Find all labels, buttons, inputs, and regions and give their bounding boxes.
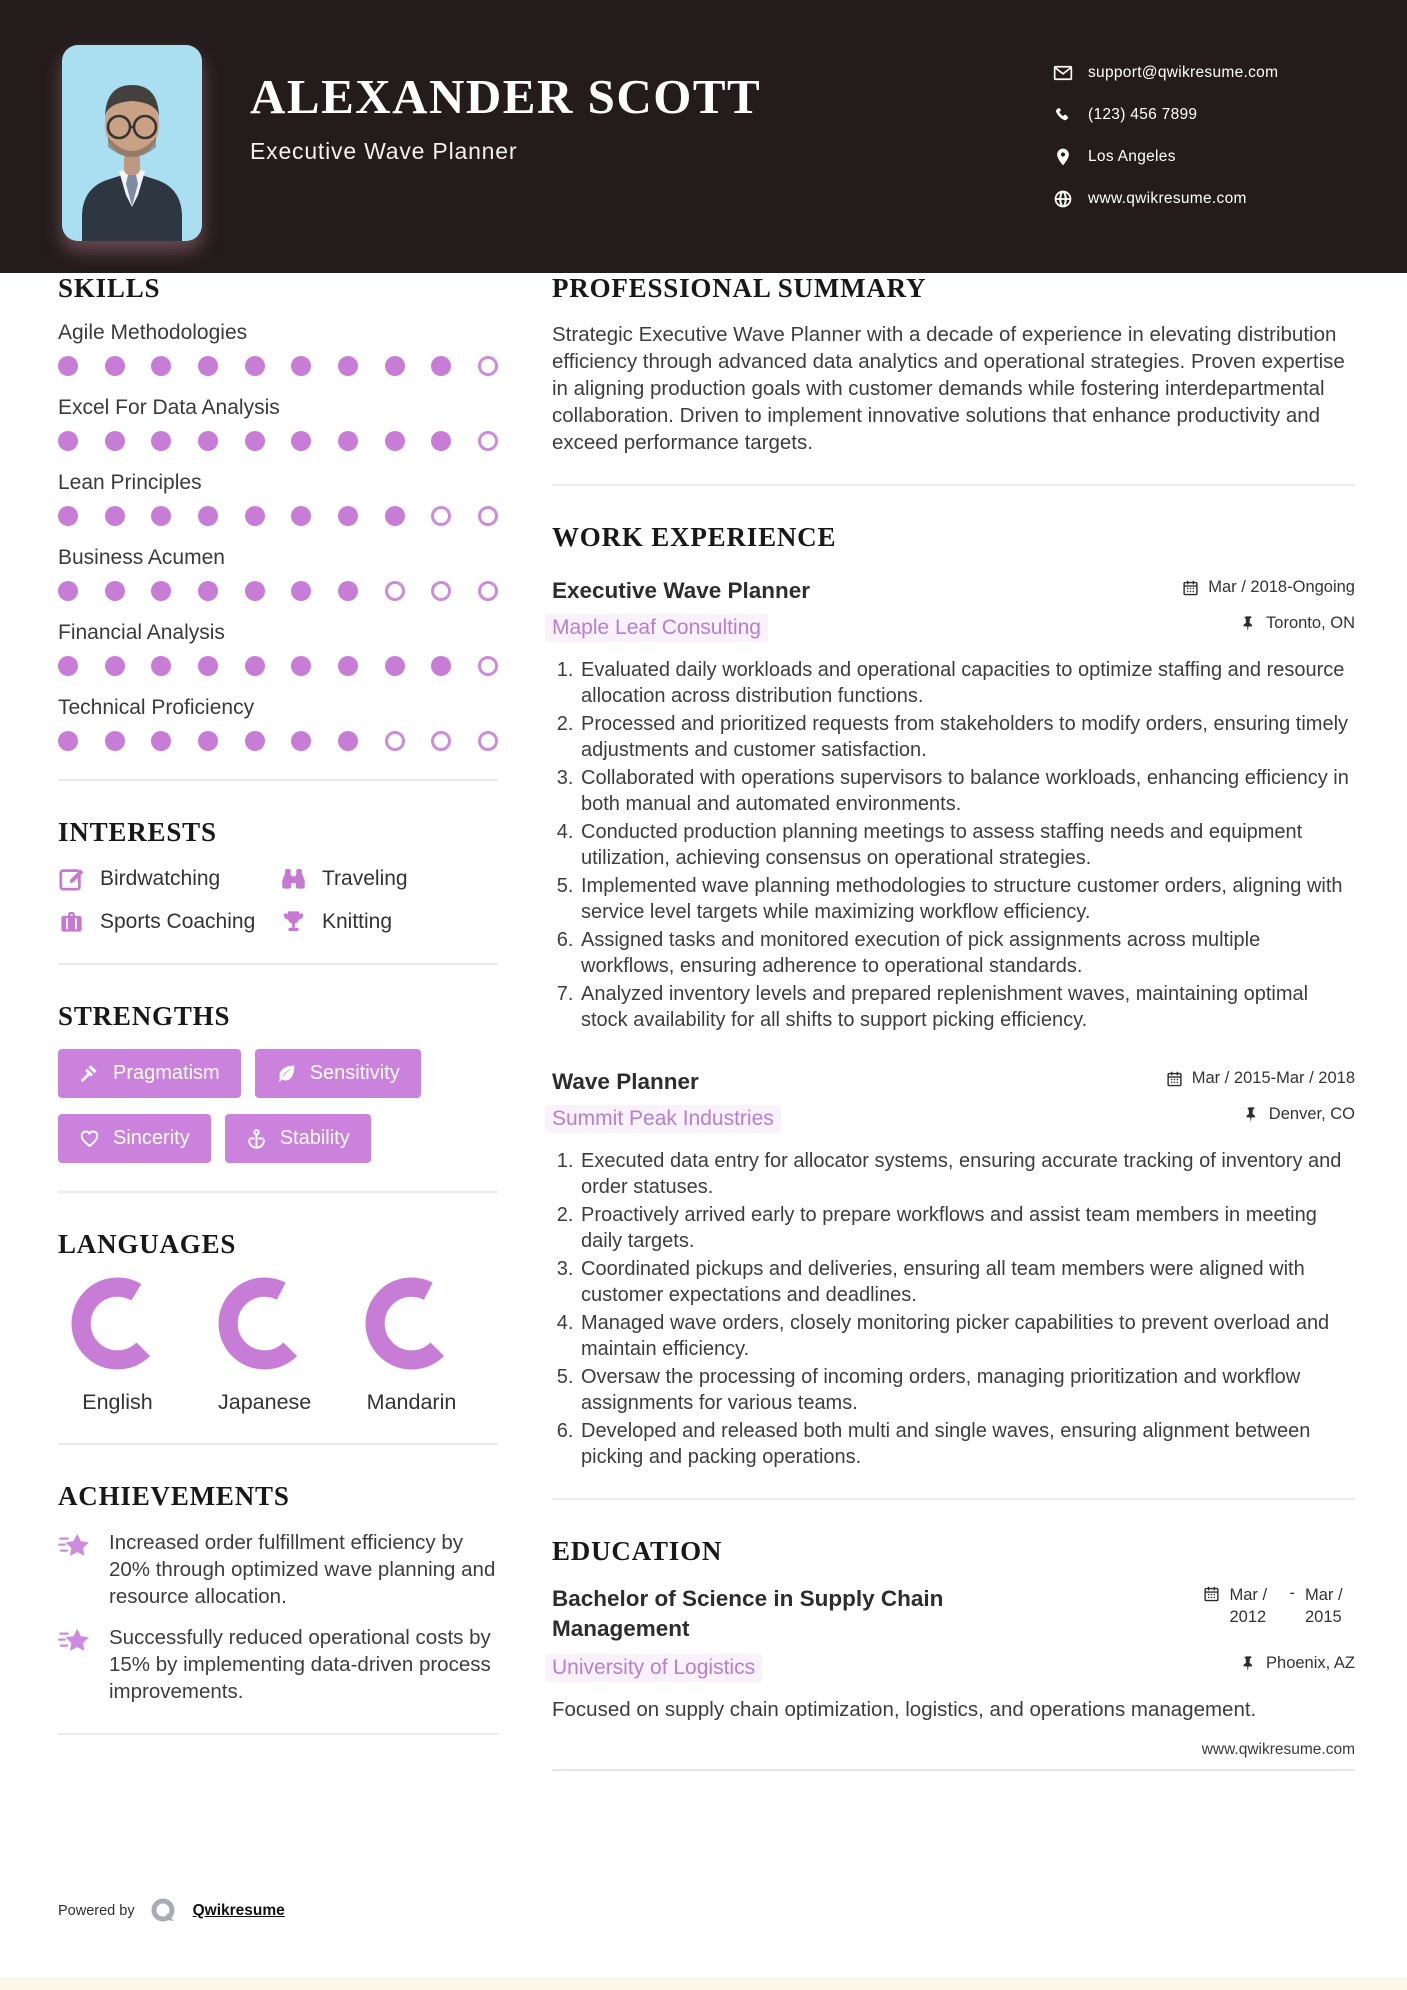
education-description: Focused on supply chain optimization, logistics, and operations management. bbox=[552, 1698, 1257, 1721]
skill-dot-empty bbox=[478, 506, 498, 526]
person-title: Executive Wave Planner bbox=[250, 138, 518, 164]
experience-heading: WORK EXPERIENCE bbox=[552, 522, 837, 552]
skill-rating bbox=[58, 431, 498, 451]
strength-pill bbox=[58, 1049, 241, 1098]
skill-dot-filled bbox=[338, 431, 358, 451]
contact-email-text: support@qwikresume.com bbox=[1088, 64, 1279, 81]
skill-dot-filled bbox=[58, 581, 78, 601]
skill-dot-empty bbox=[478, 356, 498, 376]
skills-heading: SKILLS bbox=[58, 273, 161, 303]
education-date-from: Mar / 2012 bbox=[1229, 1586, 1268, 1627]
skill-dot-filled bbox=[198, 581, 218, 601]
phone-icon bbox=[1053, 105, 1073, 125]
job-location bbox=[1243, 1105, 1355, 1124]
education-date bbox=[1203, 1584, 1356, 1629]
contact-location-text: Los Angeles bbox=[1088, 148, 1176, 165]
skill-dot-filled bbox=[151, 431, 171, 451]
skill-dot-filled bbox=[338, 506, 358, 526]
skill-rating bbox=[58, 731, 498, 751]
job-bullet: 2. Processed and prioritized requests from stakeholders to modify orders, ensuring timely adjustments and customer satisfaction. bbox=[579, 712, 1355, 763]
shooting-star-icon bbox=[58, 1624, 94, 1660]
skill-dot-filled bbox=[151, 581, 171, 601]
skill-dot-filled bbox=[151, 356, 171, 376]
section-divider bbox=[58, 779, 498, 781]
website-note: www.qwikresume.com bbox=[1201, 1741, 1355, 1758]
header bbox=[0, 0, 1407, 273]
skill-name: Technical Proficiency bbox=[58, 696, 255, 719]
skill-dot-filled bbox=[58, 506, 78, 526]
skill-item bbox=[58, 621, 498, 676]
skill-dot-filled bbox=[385, 506, 405, 526]
skill-dot-filled bbox=[245, 356, 265, 376]
interest-label: Birdwatching bbox=[100, 866, 221, 890]
job-title-row bbox=[552, 578, 1355, 604]
achievement-text: Successfully reduced operational costs by 15% by implementing data-driven process improvements. bbox=[109, 1626, 491, 1703]
skill-dot-filled bbox=[105, 431, 125, 451]
skill-dot-filled bbox=[151, 506, 171, 526]
languages-list bbox=[58, 1277, 498, 1415]
strength-pill bbox=[255, 1049, 421, 1098]
strength-label: Sensitivity bbox=[309, 1062, 400, 1084]
left-column bbox=[58, 273, 498, 1771]
skill-dot-filled bbox=[385, 356, 405, 376]
briefcase-icon bbox=[58, 908, 85, 935]
qwikresume-link[interactable]: Qwikresume bbox=[192, 1902, 285, 1919]
skill-item bbox=[58, 546, 498, 601]
job-date bbox=[1182, 578, 1355, 597]
language-ring-chart bbox=[71, 1277, 164, 1370]
binoculars-icon bbox=[280, 865, 307, 892]
skill-item bbox=[58, 696, 498, 751]
job-bullet: 6. Developed and released both multi and single waves, ensuring alignment between picking and packing operations. bbox=[579, 1419, 1355, 1470]
page-bottom-strip bbox=[0, 1977, 1407, 1990]
education-heading: EDUCATION bbox=[552, 1536, 723, 1566]
language-ring-chart bbox=[365, 1277, 458, 1370]
skill-dot-filled bbox=[151, 731, 171, 751]
skill-dot-filled bbox=[198, 431, 218, 451]
skill-rating bbox=[58, 581, 498, 601]
skill-dot-filled bbox=[105, 581, 125, 601]
footer bbox=[58, 1896, 285, 1926]
contact-website[interactable] bbox=[1053, 178, 1278, 220]
skill-dot-filled bbox=[291, 506, 311, 526]
pushpin-icon bbox=[1240, 615, 1257, 632]
language-item bbox=[218, 1277, 311, 1415]
skill-dot-filled bbox=[431, 356, 451, 376]
job-date-text: Mar / 2018-Ongoing bbox=[1208, 578, 1355, 596]
qwikresume-logo-icon bbox=[149, 1896, 179, 1926]
skill-dot-filled bbox=[291, 356, 311, 376]
skill-dot-filled bbox=[291, 656, 311, 676]
language-name: Mandarin bbox=[366, 1390, 457, 1414]
strength-pill bbox=[58, 1114, 211, 1163]
globe-icon bbox=[1053, 189, 1073, 209]
skill-dot-filled bbox=[431, 431, 451, 451]
education-school: University of Logistics bbox=[545, 1654, 762, 1682]
summary-heading: PROFESSIONAL SUMMARY bbox=[552, 273, 927, 303]
avatar-illustration bbox=[62, 45, 202, 241]
achievement-text: Increased order fulfillment efficiency by 20% through optimized wave planning and resource allocation. bbox=[109, 1531, 496, 1608]
section-divider bbox=[552, 484, 1355, 486]
profile-photo bbox=[62, 45, 202, 241]
language-ring-chart bbox=[218, 1277, 311, 1370]
job-bullet: 2. Proactively arrived early to prepare workflows and assist team members in meeting daily targets. bbox=[579, 1203, 1355, 1254]
interests-list bbox=[58, 865, 498, 935]
job-bullet: 5. Implemented wave planning methodologies to structure customer orders, aligning with service level targets while maximizing workflow efficiency. bbox=[579, 874, 1355, 925]
strength-pill bbox=[225, 1114, 371, 1163]
summary-text: Strategic Executive Wave Planner with a decade of experience in elevating distribution efficiency through advanced data analytics and operational strategies. Proven expertise in aligning production goals with customer demands while fostering interdepartmental collaboration. Driven to implement innovative solutions that enhance productivity and exceed performance targets. bbox=[552, 323, 1345, 454]
job-bullet-list bbox=[552, 1149, 1355, 1470]
skill-dot-empty bbox=[431, 731, 451, 751]
skill-dot-filled bbox=[105, 656, 125, 676]
interest-item bbox=[58, 908, 280, 935]
job-company-row bbox=[552, 1105, 1355, 1133]
location-pin-icon bbox=[1053, 147, 1073, 167]
strength-label: Stability bbox=[279, 1127, 350, 1149]
calendar-icon bbox=[1203, 1585, 1220, 1602]
education-date-to: Mar / 2015 bbox=[1305, 1586, 1343, 1627]
education-date-separator: - bbox=[1289, 1584, 1295, 1602]
skill-dot-filled bbox=[338, 656, 358, 676]
interests-heading: INTERESTS bbox=[58, 817, 217, 847]
language-name: English bbox=[82, 1390, 153, 1414]
section-divider bbox=[58, 963, 498, 965]
skill-rating bbox=[58, 506, 498, 526]
interest-label: Knitting bbox=[322, 909, 393, 933]
interest-item bbox=[280, 908, 498, 935]
skill-dot-empty bbox=[478, 656, 498, 676]
skill-dot-filled bbox=[291, 431, 311, 451]
skill-dot-filled bbox=[431, 656, 451, 676]
job-bullet: 7. Analyzed inventory levels and prepared replenishment waves, maintaining optimal stock availability for all shifts to support picking efficiency. bbox=[579, 982, 1355, 1033]
pushpin-icon bbox=[1240, 1655, 1257, 1672]
job-location-text: Toronto, ON bbox=[1266, 614, 1355, 632]
skill-dot-filled bbox=[105, 356, 125, 376]
strengths-heading: STRENGTHS bbox=[58, 1001, 231, 1031]
education-title-row bbox=[552, 1584, 1355, 1644]
job-location-text: Denver, CO bbox=[1268, 1105, 1355, 1123]
skill-dot-filled bbox=[385, 431, 405, 451]
skill-dot-filled bbox=[291, 731, 311, 751]
skill-dot-empty bbox=[385, 581, 405, 601]
skill-dot-empty bbox=[385, 731, 405, 751]
section-divider bbox=[58, 1191, 498, 1193]
interest-item bbox=[280, 865, 498, 892]
skill-dot-filled bbox=[58, 431, 78, 451]
calendar-icon bbox=[1166, 1070, 1183, 1087]
skill-name: Financial Analysis bbox=[58, 621, 225, 644]
interest-label: Sports Coaching bbox=[100, 909, 256, 933]
skill-name: Business Acumen bbox=[58, 546, 225, 569]
skill-dot-empty bbox=[478, 581, 498, 601]
skill-item bbox=[58, 471, 498, 526]
skill-item bbox=[58, 396, 498, 451]
job-title-row bbox=[552, 1069, 1355, 1095]
education-degree: Bachelor of Science in Supply Chain Management bbox=[552, 1586, 944, 1641]
languages-heading: LANGUAGES bbox=[58, 1229, 237, 1259]
job-company: Maple Leaf Consulting bbox=[545, 614, 768, 642]
right-column bbox=[552, 273, 1355, 1771]
skill-name: Lean Principles bbox=[58, 471, 202, 494]
contact-location bbox=[1053, 136, 1278, 178]
achievements-heading: ACHIEVEMENTS bbox=[58, 1481, 290, 1511]
section-divider bbox=[58, 1733, 498, 1735]
skill-rating bbox=[58, 356, 498, 376]
leaf-icon bbox=[276, 1063, 297, 1084]
shooting-star-icon bbox=[58, 1529, 94, 1565]
skill-dot-filled bbox=[198, 356, 218, 376]
contact-phone bbox=[1053, 94, 1278, 136]
skill-dot-filled bbox=[105, 731, 125, 751]
skill-dot-filled bbox=[198, 506, 218, 526]
skills-list bbox=[58, 321, 498, 751]
gavel-icon bbox=[79, 1063, 100, 1084]
trophy-icon bbox=[280, 908, 307, 935]
achievement-item bbox=[58, 1529, 498, 1610]
job-bullet: 1. Executed data entry for allocator systems, ensuring accurate tracking of inventory and order statuses. bbox=[579, 1149, 1355, 1200]
skill-dot-filled bbox=[245, 731, 265, 751]
strength-label: Pragmatism bbox=[113, 1062, 220, 1084]
job-bullet: 1. Evaluated daily workloads and operational capacities to optimize staffing and resource allocation across distribution functions. bbox=[579, 658, 1355, 709]
skill-dot-filled bbox=[105, 506, 125, 526]
job-role: Wave Planner bbox=[552, 1069, 699, 1094]
person-name: ALEXANDER SCOTT bbox=[250, 69, 762, 124]
skill-dot-filled bbox=[245, 431, 265, 451]
section-divider bbox=[58, 1443, 498, 1445]
interest-label: Traveling bbox=[322, 866, 408, 890]
job-role: Executive Wave Planner bbox=[552, 578, 811, 603]
contact-block bbox=[1053, 52, 1278, 220]
job-bullet: 4. Conducted production planning meetings to assess staffing needs and equipment utilization, achieving consensus on operational strategies. bbox=[579, 820, 1355, 871]
skill-dot-filled bbox=[58, 731, 78, 751]
skill-dot-empty bbox=[431, 506, 451, 526]
education-school-row bbox=[552, 1654, 1355, 1682]
job-date bbox=[1166, 1069, 1355, 1088]
skill-name: Excel For Data Analysis bbox=[58, 396, 280, 419]
calendar-icon bbox=[1182, 579, 1199, 596]
skill-dot-empty bbox=[478, 731, 498, 751]
job-bullet: 3. Collaborated with operations supervisors to balance workloads, enhancing efficiency in both manual and automated environments. bbox=[579, 766, 1355, 817]
skill-dot-filled bbox=[291, 581, 311, 601]
job-bullet: 6. Assigned tasks and monitored execution of pick assignments across multiple workflows, ensuring adherence to operational standards. bbox=[579, 928, 1355, 979]
achievement-item bbox=[58, 1624, 498, 1705]
skill-name: Agile Methodologies bbox=[58, 321, 248, 344]
skill-dot-filled bbox=[198, 731, 218, 751]
interest-item bbox=[58, 865, 280, 892]
strength-label: Sincerity bbox=[113, 1127, 190, 1149]
language-item bbox=[365, 1277, 458, 1415]
heart-icon bbox=[79, 1128, 100, 1149]
skill-dot-filled bbox=[58, 656, 78, 676]
skill-dot-empty bbox=[431, 581, 451, 601]
achievements-list bbox=[58, 1529, 498, 1705]
education-location bbox=[1240, 1654, 1355, 1673]
skill-dot-filled bbox=[151, 656, 171, 676]
mail-icon bbox=[1053, 63, 1073, 83]
job-location bbox=[1240, 614, 1355, 633]
job-company-row bbox=[552, 614, 1355, 642]
contact-phone-text: (123) 456 7899 bbox=[1088, 106, 1198, 123]
pushpin-icon bbox=[1243, 1106, 1260, 1123]
edit-icon bbox=[58, 865, 85, 892]
powered-by-label: Powered by bbox=[58, 1903, 135, 1919]
identity-block bbox=[250, 69, 762, 165]
language-item bbox=[71, 1277, 164, 1415]
job-bullet: 5. Oversaw the processing of incoming orders, managing prioritization and workflow assignments for various teams. bbox=[579, 1365, 1355, 1416]
contact-email bbox=[1053, 52, 1278, 94]
language-name: Japanese bbox=[218, 1390, 312, 1414]
job-bullet-list bbox=[552, 658, 1355, 1033]
skill-dot-filled bbox=[338, 731, 358, 751]
job-date-text: Mar / 2015-Mar / 2018 bbox=[1191, 1069, 1355, 1087]
skill-dot-filled bbox=[338, 581, 358, 601]
skill-dot-filled bbox=[58, 356, 78, 376]
contact-website-text: www.qwikresume.com bbox=[1088, 190, 1247, 207]
section-divider bbox=[552, 1769, 1355, 1771]
strengths-list bbox=[58, 1049, 498, 1163]
job-entry bbox=[552, 1069, 1355, 1470]
skill-dot-filled bbox=[245, 656, 265, 676]
job-bullet: 4. Managed wave orders, closely monitoring picker capabilities to prevent overload and maintain efficiency. bbox=[579, 1311, 1355, 1362]
education-location-text: Phoenix, AZ bbox=[1266, 1654, 1355, 1672]
skill-item bbox=[58, 321, 498, 376]
job-bullet: 3. Coordinated pickups and deliveries, ensuring all team members were aligned with customer expectations and deadlines. bbox=[579, 1257, 1355, 1308]
skill-dot-filled bbox=[338, 356, 358, 376]
skill-dot-filled bbox=[385, 656, 405, 676]
skill-rating bbox=[58, 656, 498, 676]
job-entry bbox=[552, 578, 1355, 1033]
skill-dot-filled bbox=[198, 656, 218, 676]
skill-dot-filled bbox=[245, 581, 265, 601]
anchor-icon bbox=[246, 1128, 267, 1149]
job-company: Summit Peak Industries bbox=[545, 1105, 781, 1133]
section-divider bbox=[552, 1498, 1355, 1500]
skill-dot-empty bbox=[478, 431, 498, 451]
skill-dot-filled bbox=[245, 506, 265, 526]
